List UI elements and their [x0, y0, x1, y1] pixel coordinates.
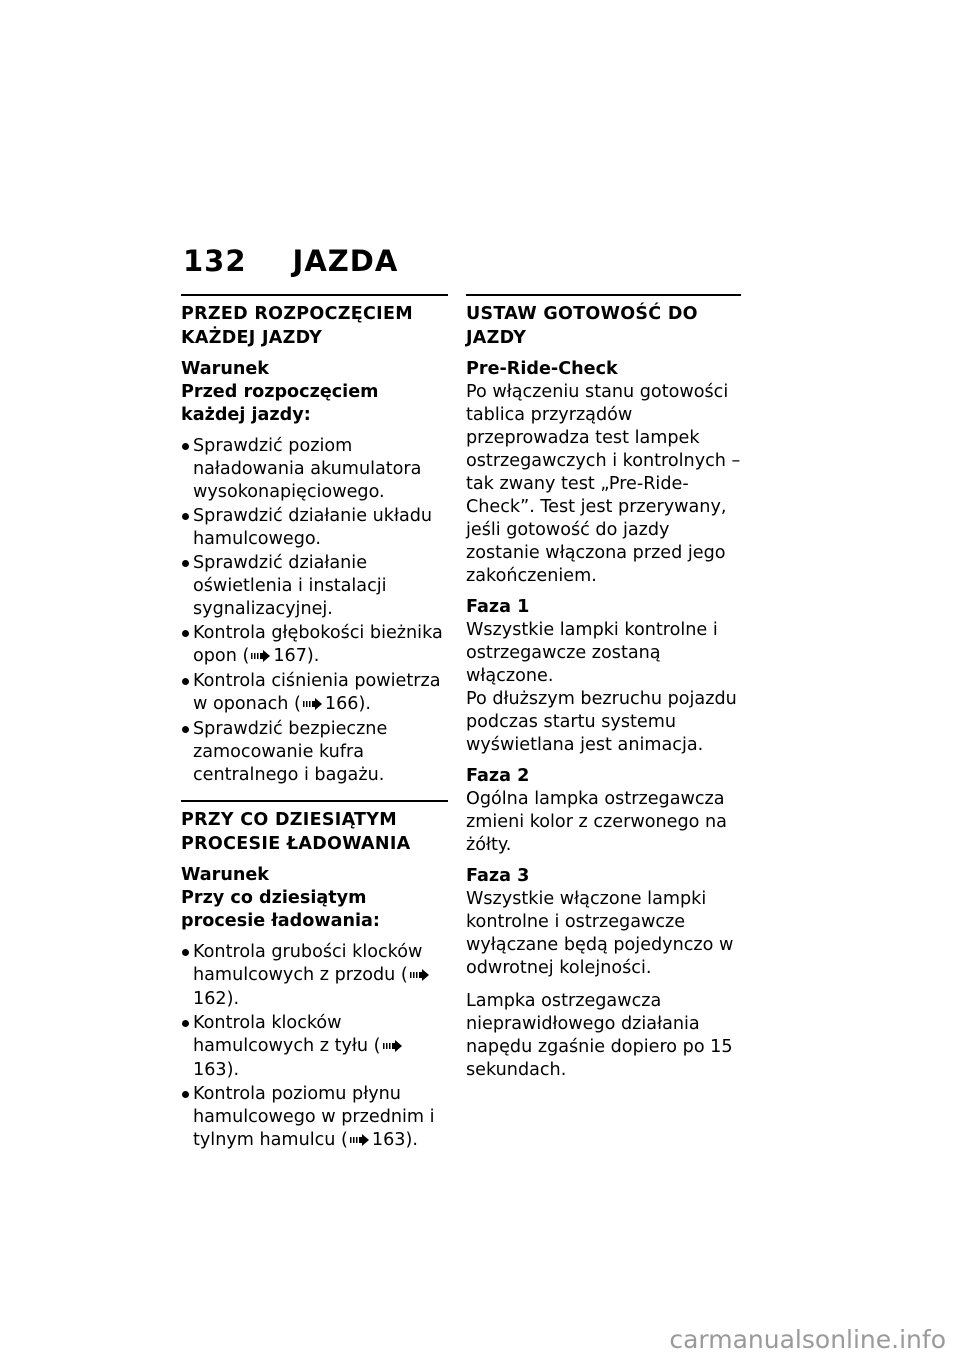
section-title-readiness: USTAW GOTOWOŚĆ DO JAZDY [466, 304, 698, 348]
page-reference-arrow-icon [410, 965, 430, 988]
list-item: Kontrola poziomu płynu hamulcowego w przednim i tylnym hamulcu ( 163). [181, 1083, 448, 1153]
section-divider [181, 294, 448, 296]
bullet-dot-icon [182, 513, 189, 520]
phase-3-label: Faza 3 [466, 866, 530, 886]
page-reference-arrow-icon [350, 1130, 370, 1153]
phase-1-label: Faza 1 [466, 597, 530, 617]
bullet-dot-icon [182, 949, 189, 956]
condition-text: Przed rozpoczęciem każdej jazdy: [181, 382, 379, 425]
list-item: Kontrola głębokości bieżnika opon ( 167). [181, 622, 448, 669]
bullet-dot-icon [182, 1091, 189, 1098]
phase-2-text: Ogólna lampka ostrzegawcza zmieni kolor z czerwonego na żółty. [466, 789, 727, 855]
list-item: Kontrola grubości klocków hamulcowych z przodu (162). [181, 941, 448, 1011]
bullet-dot-icon [182, 560, 189, 567]
list-item: Sprawdzić bezpieczne zamocowanie kufra centralnego i bagażu. [181, 718, 448, 787]
page-reference[interactable]: 162 [193, 989, 227, 1009]
bullet-dot-icon [182, 1020, 189, 1027]
list-item: Sprawdzić działanie oświetlenia i instalacji sygnalizacyjnej. [181, 552, 448, 621]
checklist-tenth-charge [181, 941, 448, 1153]
section-divider [466, 294, 741, 296]
page-reference[interactable]: 163 [193, 1060, 227, 1080]
bullet-dot-icon [182, 678, 189, 685]
list-item: Kontrola klocków hamulcowych z tyłu (163). [181, 1012, 448, 1082]
pre-ride-check-label: Pre-Ride-Check [466, 359, 618, 379]
phase-3-text: Wszystkie włączone lampki kontrolne i ostrzegawcze wyłączane będą pojedynczo w odwrotnej kolejności. [466, 889, 734, 978]
condition-label: Warunek [181, 865, 270, 885]
list-item: Sprawdzić działanie układu hamulcowego. [181, 505, 448, 551]
checklist-before-ride [181, 435, 448, 787]
right-column [466, 294, 741, 1082]
condition-text: Przy co dziesiątym procesie ładowania: [181, 888, 380, 931]
section-title-tenth-charge: PRZY CO DZIESIĄTYM PROCESIE ŁADOWANIA [181, 810, 411, 854]
phase-2-label: Faza 2 [466, 766, 530, 786]
condition-label: Warunek [181, 359, 270, 379]
bullet-dot-icon [182, 630, 189, 637]
phase-1-animation-text: Po dłuższym bezruchu pojazdu podczas startu systemu wyświetlana jest animacja. [466, 689, 737, 755]
phase-1-text: Wszystkie lampki kontrolne i ostrzegawcze zostaną włączone. [466, 620, 718, 686]
list-item: Sprawdzić poziom naładowania akumulatora wysokonapięciowego. [181, 435, 448, 504]
warning-lamp-note: Lampka ostrzegawcza nieprawidłowego działania napędu zgaśnie dopiero po 15 sekundach. [466, 991, 733, 1080]
left-column [181, 294, 448, 1154]
bullet-dot-icon [182, 443, 189, 450]
page-number: 132 [183, 244, 247, 278]
page-reference-arrow-icon [251, 646, 271, 669]
section-title-before-ride: PRZED ROZPOCZĘCIEM KAŻDEJ JAZDY [181, 304, 413, 348]
page-header [183, 244, 398, 278]
page-reference-arrow-icon [303, 694, 323, 717]
page-reference[interactable]: 167 [273, 646, 307, 666]
watermark: carmanualsonline.info [669, 1325, 946, 1354]
pre-ride-check-text: Po włączeniu stanu gotowości tablica przyrządów przeprowadza test lampek ostrzegawczych i kontrolnych – tak zwany test „Pre-Ride-Check”. Test jest przerywany, jeśli gotowość do jazdy zostanie włączona przed jego zakończeniem. [466, 382, 741, 586]
page-reference[interactable]: 163 [371, 1130, 406, 1150]
section-divider [181, 800, 448, 802]
page-reference-arrow-icon [383, 1036, 403, 1059]
page-reference[interactable]: 166 [324, 694, 359, 714]
chapter-title: JAZDA [292, 244, 399, 278]
bullet-dot-icon [182, 726, 189, 733]
list-item: Kontrola ciśnienia powietrza w oponach ( 166). [181, 670, 448, 717]
